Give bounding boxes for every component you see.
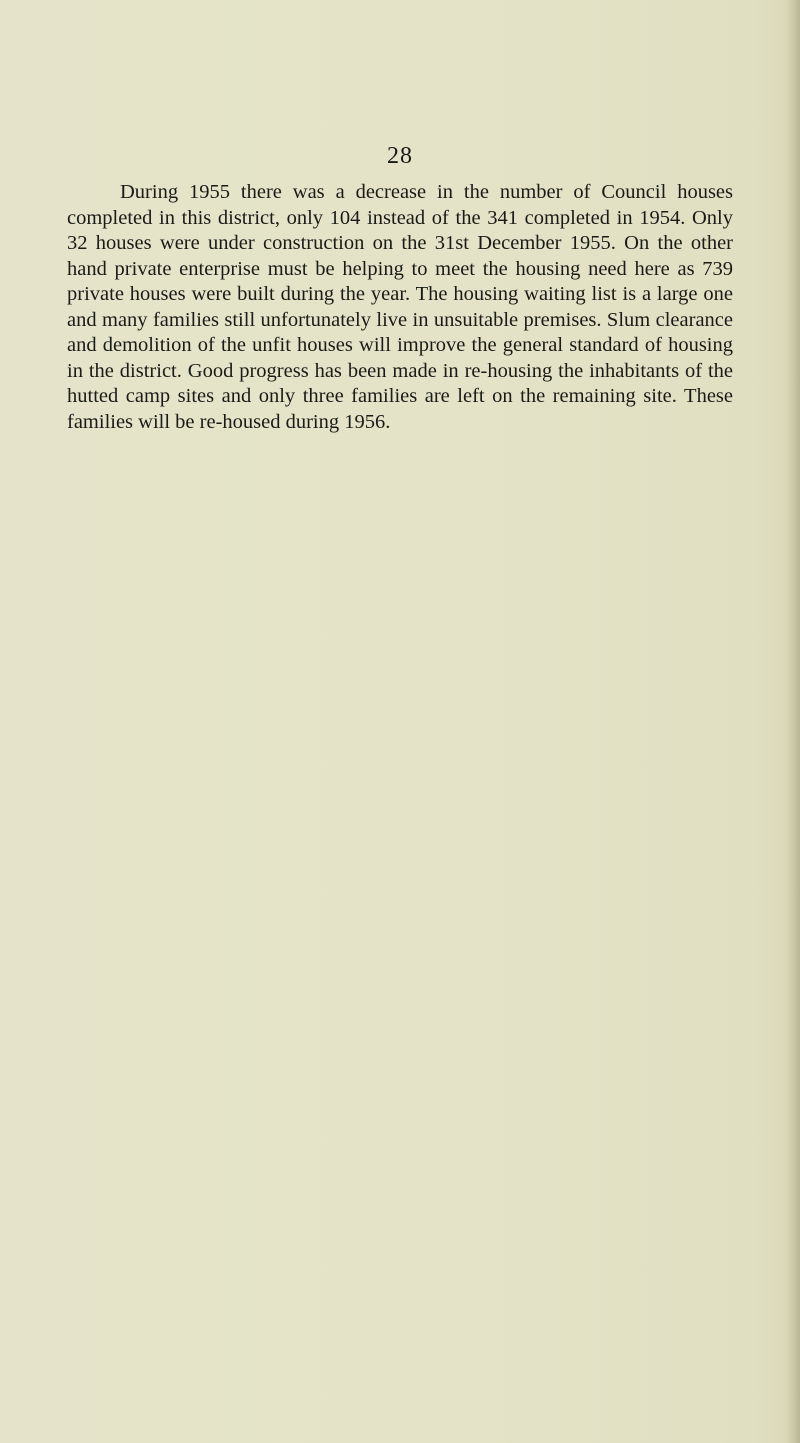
- page-edge-shadow: [786, 0, 800, 1443]
- page-number: 28: [387, 143, 413, 169]
- body-paragraph: During 1955 there was a decrease in the number of Council houses completed in this district, only 104 instead of the 341 completed in 1954. Only 32 houses were under construction on the 31st December 1955. On the other hand private enterprise must be helping to meet the housing need here as 739 private houses were built during the year. The housing waiting list is a large one and many families still unfortunately live in unsuitable premises. Slum clearance and demolition of the unfit houses will improve the general standard of housing in the district. Good progress has been made in re-housing the inhabitants of the hutted camp sites and only three families are left on the remaining site. These families will be re-housed during 1956.: [67, 181, 733, 433]
